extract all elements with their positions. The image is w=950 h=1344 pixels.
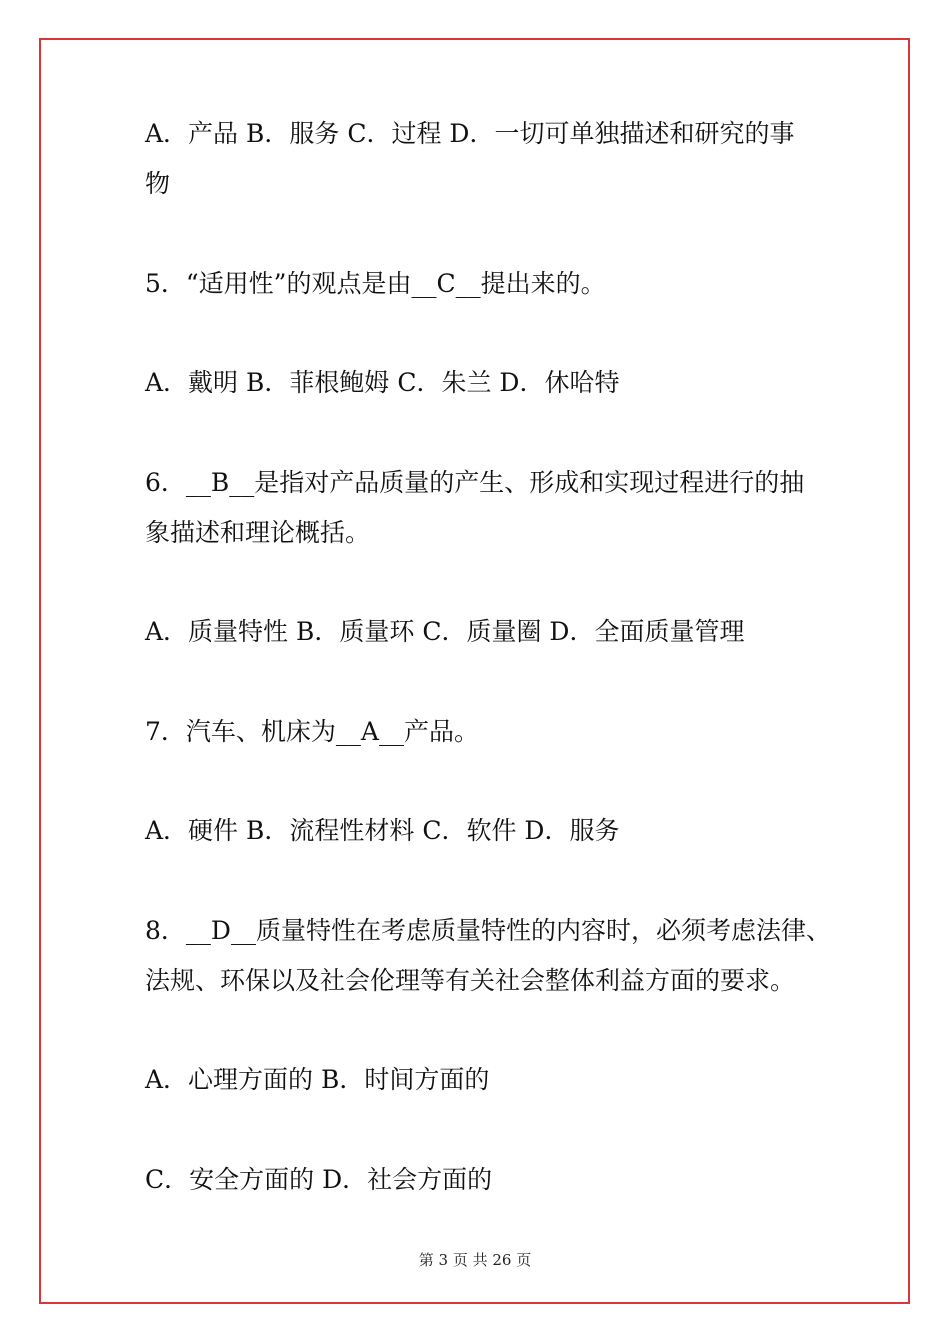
options-q8-cd: C．安全方面的 D．社会方面的	[145, 1165, 493, 1194]
question-7: 7．汽车、机床为__A__产品。	[145, 717, 479, 746]
page-number-footer: 第 3 页 共 26 页	[418, 1251, 532, 1269]
option-line-q4-continued: 物	[145, 169, 171, 198]
option-line-q4: A．产品 B．服务 C．过程 D．一切可单独描述和研究的事	[145, 119, 795, 148]
options-q7: A．硬件 B．流程性材料 C．软件 D．服务	[145, 816, 620, 845]
question-8: 8．__D__质量特性在考虑质量特性的内容时，必须考虑法律、	[145, 916, 831, 945]
question-6: 6．__B__是指对产品质量的产生、形成和实现过程进行的抽	[145, 468, 805, 497]
question-6-continued: 象描述和理论概括。	[145, 518, 371, 547]
options-q8-ab: A．心理方面的 B．时间方面的	[145, 1065, 490, 1094]
question-5: 5．“适用性”的观点是由__C__提出来的。	[145, 269, 606, 298]
options-q6: A．质量特性 B．质量环 C．质量圈 D．全面质量管理	[145, 617, 745, 646]
question-8-continued: 法规、环保以及社会伦理等有关社会整体利益方面的要求。	[145, 966, 796, 995]
options-q5: A．戴明 B．菲根鲍姆 C．朱兰 D．休哈特	[145, 368, 620, 397]
page-border	[39, 38, 910, 1304]
